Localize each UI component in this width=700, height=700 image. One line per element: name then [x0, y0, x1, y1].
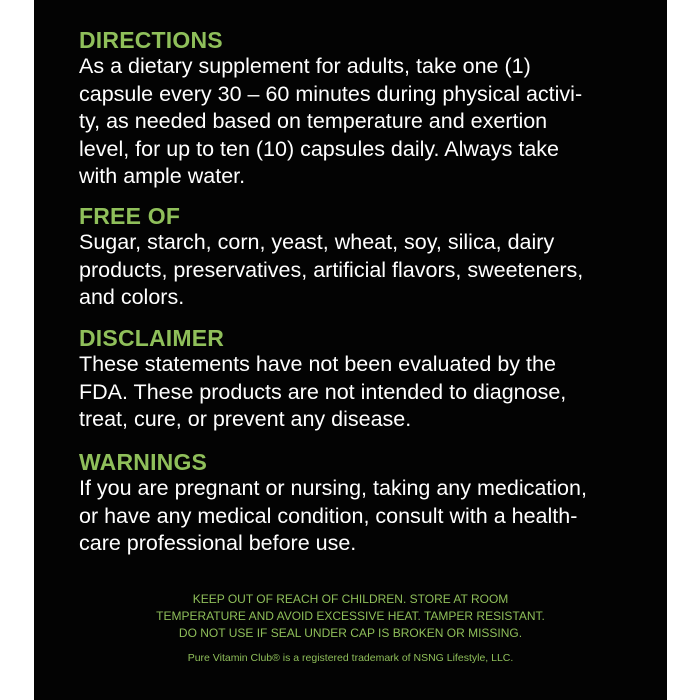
warnings-text: If you are pregnant or nursing, taking any medication, or have any medical condition, consult with a health- care professional before use. — [79, 476, 587, 555]
directions-text: As a dietary supplement for adults, take one (1) capsule every 30 – 60 minutes during physical activi- ty, as needed based on temperature and exertion level, for up to ten (10) capsules daily. Always take with ample water. — [79, 54, 583, 188]
free-of-text: Sugar, starch, corn, yeast, wheat, soy, silica, dairy products, preservatives, artificial flavors, sweeteners, and colors. — [79, 230, 584, 309]
storage-warning: KEEP OUT OF REACH OF CHILDREN. STORE AT ROOM TEMPERATURE AND AVOID EXCESSIVE HEAT. TAMPER RESISTANT. DO NOT USE IF SEAL UNDER CAP IS BROKEN OR MISSING. — [156, 592, 545, 640]
disclaimer-section — [79, 325, 649, 434]
disclaimer-heading: DISCLAIMER — [79, 325, 225, 351]
free-of-section — [79, 203, 649, 312]
free-of-heading: FREE OF — [79, 203, 181, 229]
warnings-heading: WARNINGS — [79, 449, 208, 475]
trademark-notice: Pure Vitamin Club® is a registered trademark of NSNG Lifestyle, LLC. — [187, 652, 514, 664]
disclaimer-text: These statements have not been evaluated by the FDA. These products are not intended to diagnose, treat, cure, or prevent any disease. — [79, 352, 567, 431]
directions-heading: DIRECTIONS — [79, 27, 223, 53]
directions-section — [79, 27, 649, 191]
warnings-section — [79, 449, 649, 558]
